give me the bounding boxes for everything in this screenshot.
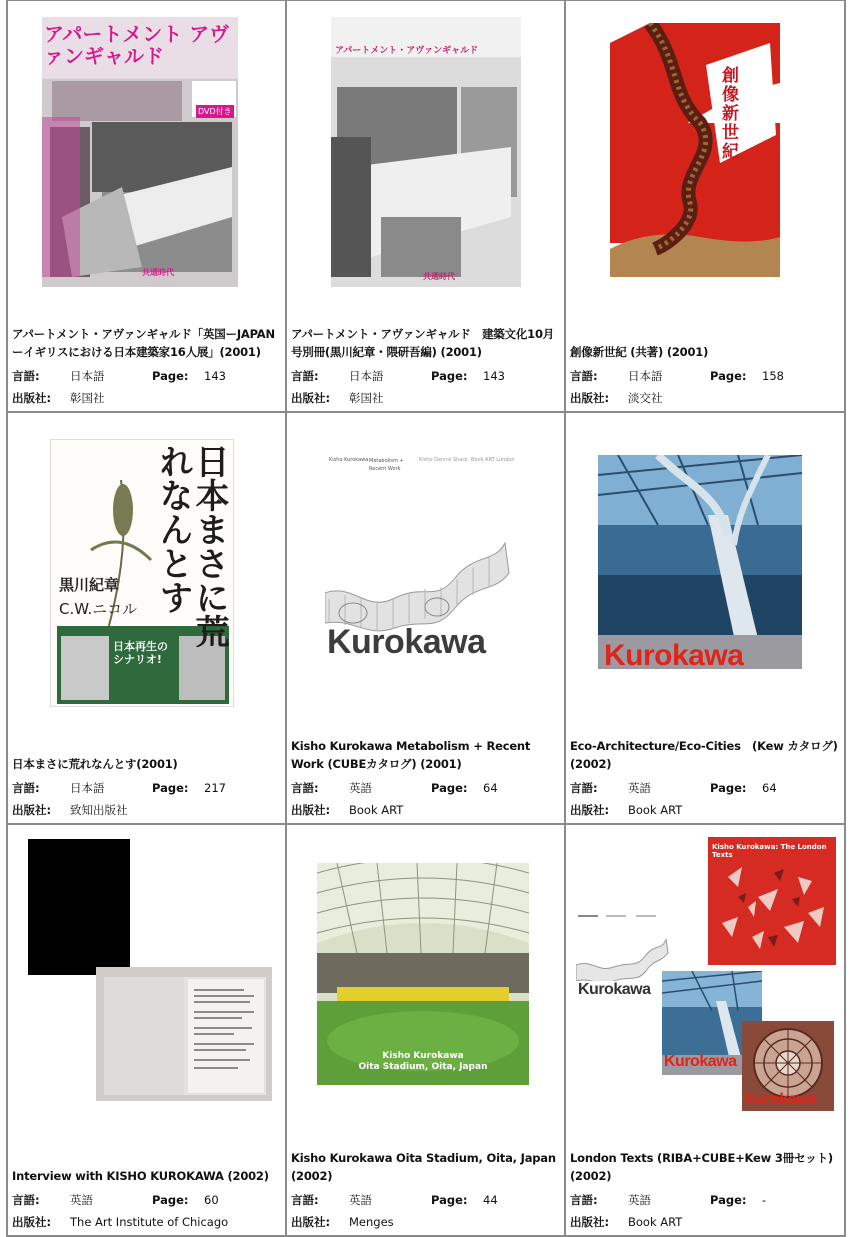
- publisher-label: 出版社:: [570, 1215, 610, 1229]
- cover-author-1: 黒川紀章: [59, 576, 120, 594]
- language-value: 英語: [349, 1193, 372, 1207]
- cover-header-2: Metabolism + Recent Work: [369, 458, 404, 472]
- cover-band: 日本再生のシナリオ!: [113, 640, 168, 666]
- cover-header-3: Kisho Dennis Sharp: [419, 457, 468, 463]
- book-cover-image: [610, 23, 780, 277]
- cover-name: Kurokawa: [744, 1091, 817, 1108]
- book-card: [287, 1, 566, 413]
- language-label: 言語:: [291, 369, 319, 383]
- language-label: 言語:: [291, 781, 319, 795]
- publisher-label: 出版社:: [570, 803, 610, 817]
- book-cover-image: [576, 911, 672, 1007]
- page-count: 217: [204, 781, 226, 795]
- book-cover-image: [598, 455, 802, 669]
- cover-line-2: Oita Stadium, Oita, Japan: [358, 1062, 488, 1072]
- cover-title: 創像新世紀: [722, 66, 739, 162]
- language-value: 英語: [628, 781, 651, 795]
- cover-name: Kurokawa: [604, 639, 744, 669]
- cover-badge: DVD付き: [198, 107, 232, 116]
- cover-title: アパートメント アヴァンギャルド: [44, 22, 230, 68]
- book-cover-image: [742, 1021, 834, 1111]
- cover-author-2: C.W.ニコル: [59, 600, 138, 618]
- book-title: Kisho Kurokawa Oita Stadium, Oita, Japan (2002): [291, 1151, 556, 1183]
- cover-header-1: Kisho Kurokawa: [329, 457, 369, 463]
- language-label: 言語:: [570, 369, 598, 383]
- book-interior-photo: [96, 967, 272, 1101]
- publisher-value: The Art Institute of Chicago: [70, 1215, 229, 1229]
- publisher-value: 致知出版社: [70, 803, 128, 817]
- language-label: 言語:: [12, 781, 40, 795]
- page-label: Page:: [431, 781, 468, 795]
- book-cover-image: [42, 17, 238, 287]
- language-value: 日本語: [70, 369, 105, 383]
- cover-header-4: Book ART London: [471, 457, 515, 463]
- cover-title: アパートメント・アヴァンギャルド: [335, 46, 479, 56]
- cover-line-1: Kisho Kurokawa: [382, 1051, 464, 1061]
- book-card: [566, 413, 846, 825]
- language-value: 日本語: [349, 369, 384, 383]
- book-title: Kisho Kurokawa Metabolism + Recent Work (CUBEカタログ) (2001): [291, 739, 531, 771]
- book-title: アパートメント・アヴァンギャルド 建築文化10月号別冊(黒川紀章・隈研吾編) (2001): [291, 327, 555, 359]
- publisher-value: Book ART: [628, 1215, 683, 1229]
- page-count: 143: [204, 369, 226, 383]
- book-card: [8, 825, 287, 1237]
- publisher-label: 出版社:: [570, 391, 610, 405]
- page-label: Page:: [431, 369, 468, 383]
- book-card: [566, 825, 846, 1237]
- book-cover-image: [50, 439, 234, 707]
- cover-title: 日本まさに荒れなんとす: [153, 444, 229, 648]
- book-title: London Texts (RIBA+CUBE+Kew 3冊セット) (2002): [570, 1151, 833, 1183]
- book-cover-image: [28, 839, 130, 975]
- publisher-label: 出版社:: [291, 1215, 331, 1229]
- publisher-label: 出版社:: [291, 803, 331, 817]
- page-count: -: [762, 1193, 767, 1207]
- book-cover-image: [331, 17, 521, 287]
- page-count: 143: [483, 369, 505, 383]
- book-title: アパートメント・アヴァンギャルド「英国ーJAPANーイギリスにおける日本建築家16人展」(2001): [12, 327, 275, 359]
- page-count: 64: [483, 781, 498, 795]
- page-label: Page:: [710, 369, 747, 383]
- language-label: 言語:: [570, 1193, 598, 1207]
- publisher-value: Book ART: [349, 803, 404, 817]
- language-value: 日本語: [628, 369, 663, 383]
- page-label: Page:: [152, 369, 189, 383]
- language-value: 英語: [628, 1193, 651, 1207]
- cover-red-title: Kisho Kurokawa: The London Texts: [712, 843, 827, 859]
- page-label: Page:: [152, 1193, 189, 1207]
- page-label: Page:: [710, 1193, 747, 1207]
- language-label: 言語:: [570, 781, 598, 795]
- cover-name: Kurokawa: [327, 623, 486, 661]
- publisher-value: Menges: [349, 1215, 394, 1229]
- book-card: [287, 825, 566, 1237]
- cover-imprint: 共通時代: [423, 272, 455, 281]
- cover-imprint: 共通時代: [142, 268, 174, 277]
- language-value: 英語: [349, 781, 372, 795]
- book-title: 創像新世紀 (共著) (2001): [570, 345, 709, 359]
- page-count: 64: [762, 781, 777, 795]
- book-title: Interview with KISHO KUROKAWA (2002): [12, 1169, 269, 1183]
- page-label: Page:: [431, 1193, 468, 1207]
- cover-name: Kurokawa: [578, 981, 651, 998]
- page-label: Page:: [710, 781, 747, 795]
- language-value: 日本語: [70, 781, 105, 795]
- book-cover-image: [325, 453, 521, 679]
- page-count: 44: [483, 1193, 498, 1207]
- book-card: [287, 413, 566, 825]
- book-cover-image: [708, 837, 836, 965]
- cover-name: Kurokawa: [664, 1053, 737, 1070]
- book-title: Eco-Architecture/Eco-Cities (Kew カタログ) (2002): [570, 739, 838, 771]
- page-label: Page:: [152, 781, 189, 795]
- publisher-label: 出版社:: [12, 803, 52, 817]
- book-card: [566, 1, 846, 413]
- book-title: 日本まさに荒れなんとす(2001): [12, 757, 178, 771]
- publisher-value: 淡交社: [628, 391, 663, 405]
- publisher-value: 彰国社: [70, 391, 105, 405]
- book-cover-image: [317, 863, 529, 1085]
- book-card: [8, 413, 287, 825]
- page-count: 158: [762, 369, 784, 383]
- language-label: 言語:: [12, 369, 40, 383]
- language-label: 言語:: [291, 1193, 319, 1207]
- page-count: 60: [204, 1193, 219, 1207]
- publisher-label: 出版社:: [291, 391, 331, 405]
- publisher-value: 彰国社: [349, 391, 384, 405]
- language-label: 言語:: [12, 1193, 40, 1207]
- book-catalog-grid: [6, 0, 846, 1237]
- publisher-label: 出版社:: [12, 391, 52, 405]
- book-card: [8, 1, 287, 413]
- publisher-value: Book ART: [628, 803, 683, 817]
- language-value: 英語: [70, 1193, 93, 1207]
- publisher-label: 出版社:: [12, 1215, 52, 1229]
